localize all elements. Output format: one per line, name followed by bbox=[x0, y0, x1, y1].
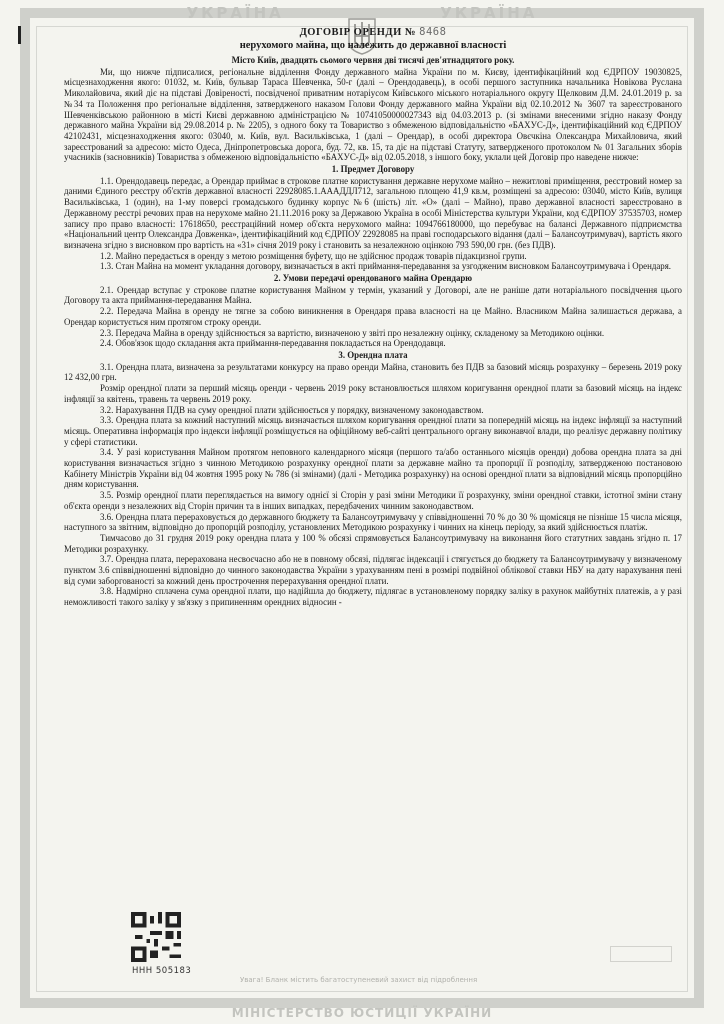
section-3-heading: 3. Орендна плата bbox=[338, 349, 408, 360]
paragraph-3-2: 3.2. Нарахування ПДВ на суму орендної плати здійснюється у порядку, визначеному законодавством. bbox=[100, 404, 484, 415]
section-2-heading: 2. Умови передачі орендованого майна Орендарю bbox=[273, 273, 473, 284]
paragraph-1-1: 1.1. Орендодавець передає, а Орендар приймає в строкове платне користування державне нерухоме майно – нежитлові приміщення, реєстровий номер за даними Єдиного реєстру об'єктів державної власності 22928085.1.АААДДЛ712, загальною площею 41,9 кв.м, розміщені за адресою: 03040, місто Київ, вулиця Васильківська, 1 (один), на 1-му поверсі громадського будинку корпус №6 (шість) літ. «О» (далі – Майно), право державної власності зареєстровано в Державному реєстрі речових прав на нерухоме майно 21.11.2016 року за Державою Україна в особі Міністерства культури України, код ЄДРПОУ 37535703, номер запису про право власності: 17618650, реєстраційний номер об'єкта нерухомого майна: 1094766180000, що перебуває на балансі Державного підприємства «Національний центр Олександра Довженка», ідентифікаційний код ЄДРПОУ 22928085 на праві господарського відання (далі – Балансоутримувач), вартість якого визначена згідно з висновком про вартість на «31» січня 2019 року і становить за незалежною оцінкою 793 590,00 грн. (без ПДВ). bbox=[64, 175, 683, 250]
intro-paragraph: Ми, що нижче підписалися, регіональне відділення Фонду державного майна України по м. Києву, ідентифікаційний код ЄДРПОУ 19030825, місцезнаходження якого: 01032, м. Київ, бульвар Тараса Шевченка, 50-г (далі – Орендодавець), в особі першого заступника начальника Новікова Руслана Миколайовича, який діє на підставі Довіреності, посвідченої приватним нотаріусом Київського міського нотаріального округу Щелковим Д.М. 24.01.2019 р. за №34 та Положення про регіональне відділення, затвердженого наказом Голови Фонду державного майна України від 02.10.2012 № 3607 та зареєстрованого Шевченківською районною в місті Києві державною адміністрацією № 10741050000027343 від 04.03.2013 р. (зі змінами внесеними згідно наказу Фонду державного майна України від 29.08.2014 р. № 2205), з одного боку та Товариство з обмеженою відповідальністю «БАХУС-Д», ідентифікаційний код ЄДРПОУ 42102431, місцезнаходження якого: 03040, м. Київ, вул. Васильківська, 1 (далі – Орендар), в особі директора Овєчкіна Олександра Михайловича, який зареєстрований за адресою: місто Одеса, Дніпропетровська дорога, буд. 72, кв. 15, та діє на підставі Статуту, затвердженого протоколом № 01 Загальних зборів учасників (засновників) Товариства з обмеженою відповідальністю «БАХУС-Д» від 02.05.2018, з іншого боку, уклали цей Договір про наведене нижче: bbox=[64, 66, 682, 163]
section-1-heading: 1. Предмет Договору bbox=[331, 164, 415, 175]
paragraph-3-1: 3.1. Орендна плата, визначена за результатами конкурсу на право оренди Майна, становить без ПДВ за базовий місяць розрахунку – березень 2019 року 12 432,00 грн. bbox=[64, 361, 682, 383]
qr-code-icon bbox=[130, 912, 182, 962]
document-body bbox=[64, 26, 682, 608]
paragraph-3-8: 3.8. Надмірно сплачена сума орендної плати, що надійшла до бюджету, підлягає в установленому порядку заліку в рахунок майбутніх платежів, а у разі неможливості такого заліку у зв'язку з припиненням орендних відносин - bbox=[64, 586, 682, 608]
blank-serial-number: ННН 505183 bbox=[132, 966, 192, 976]
paragraph-2-4: 2.4. Обов'язок щодо складання акта приймання-передавання покладається на Орендодавця. bbox=[100, 338, 446, 349]
ministry-footer-band: МІНІСТЕРСТВО ЮСТИЦІЇ УКРАЇНИ bbox=[231, 1006, 493, 1020]
document-number: 8468 bbox=[419, 26, 447, 38]
paragraph-2-2: 2.2. Передача Майна в оренду не тягне за собою виникнення в Орендаря права власності на це Майно. Власником Майна залишається держава, а Орендар користується ним протягом строку оренди. bbox=[64, 306, 682, 327]
paragraph-1-3: 1.3. Стан Майна на момент укладання договору, визначається в акті приймання-передавання за узгодженим висновком Балансоутримувача і Орендаря. bbox=[100, 261, 672, 272]
paragraph-3-3: 3.3. Орендна плата за кожний наступний місяць визначається шляхом коригування орендної плати за попередній місяць на індекс інфляції за наступний місяць. Оперативна інформація про індекси інфляції розміщується на офіційному веб-сайті центрального органу виконавчої влади, що реалізує державну політику у сфері статистики. bbox=[64, 415, 682, 447]
margin-mark bbox=[18, 26, 21, 44]
document-title: ДОГОВІР ОРЕНДИ № 8468 bbox=[299, 26, 447, 38]
paragraph-3-5: 3.5. Розмір орендної плати переглядається на вимогу однієї зі Сторін у разі зміни Методики її розрахунку, зміни орендної ставки, істотної зміни стану об'єкта оренди з незалежних від Сторін причин та в інших випадках, передбачених чинним законодавством. bbox=[64, 490, 682, 511]
city-date-line: Місто Київ, двадцять сьомого червня дві тисячі дев'ятнадцятого року. bbox=[231, 55, 515, 65]
header-band-right: УКРАЇНА bbox=[440, 4, 538, 22]
paragraph-3-1-note: Розмір орендної плати за перший місяць оренди - червень 2019 року встановлюється шляхом коригування орендної плати за базовий місяць на індекс інфляції за квітень, травень та червень 2019 року. bbox=[64, 383, 682, 404]
paragraph-2-1: 2.1. Орендар вступає у строкове платне користування Майном у термін, указаний у Договорі, але не раніше дати нотаріального посвідчення цього Договору та акта приймання-передавання Майна. bbox=[64, 284, 682, 306]
header-band-left: УКРАЇНА bbox=[186, 4, 284, 22]
document-subtitle: нерухомого майна, що належить до державної власності bbox=[239, 40, 507, 51]
paragraph-2-3: 2.3. Передача Майна в оренду здійснюється за вартістю, визначеною у звіті про незалежну оцінку, складеному за Методикою оцінки. bbox=[100, 327, 605, 338]
anti-forgery-notice: Увага! Бланк містить багатоступеневий захист від підроблення bbox=[240, 976, 478, 984]
paragraph-3-6: 3.6. Орендна плата перераховується до державного бюджету та Балансоутримувачу у співвідношенні 70 % до 30 % щомісяця не пізніше 15 числа місяця, наступного за звітним, відповідно до пропорцій розподілу, установлених Методикою розрахунку і чинних на кінець періоду, за який здійснюється платіж. bbox=[64, 511, 682, 533]
paragraph-3-4: 3.4. У разі користування Майном протягом неповного календарного місяця (першого та/або останнього місяців оренди) добова орендна плата за дні користування визначається згідно з чинною Методикою розрахунку орендної плати за державне майно та пропорції її розподілу, затвердженою постановою Кабінету Міністрів України від 04 жовтня 1995 року № 786 (зі змінами) (далі - Методика розрахунку) на основі орендної плати за відповідний місяць пропорційно дням користування. bbox=[64, 447, 682, 490]
paragraph-3-6-note: Тимчасово до 31 грудня 2019 року орендна плата у 100 % обсязі спрямовується Балансоутримувачу на виконання його статутних завдань згідно п. 17 Методики розрахунку. bbox=[64, 532, 682, 554]
paragraph-3-7: 3.7. Орендна плата, перерахована несвоєчасно або не в повному обсязі, підлягає індексації і стягується до бюджету та Балансоутримувачу у визначеному пунктом 3.6 співвідношенні відповідно до чинного законодавства України з урахуванням пені в розмірі подвійної облікової ставки НБУ на дату нарахування пені від суми заборгованості за кожний день прострочення перерахування орендної плати. bbox=[64, 554, 682, 586]
paragraph-1-2: 1.2. Майно передається в оренду з метою розміщення буфету, що не здійснює продаж товарів підакцизної групи. bbox=[100, 250, 527, 261]
stamp-box bbox=[610, 946, 672, 962]
